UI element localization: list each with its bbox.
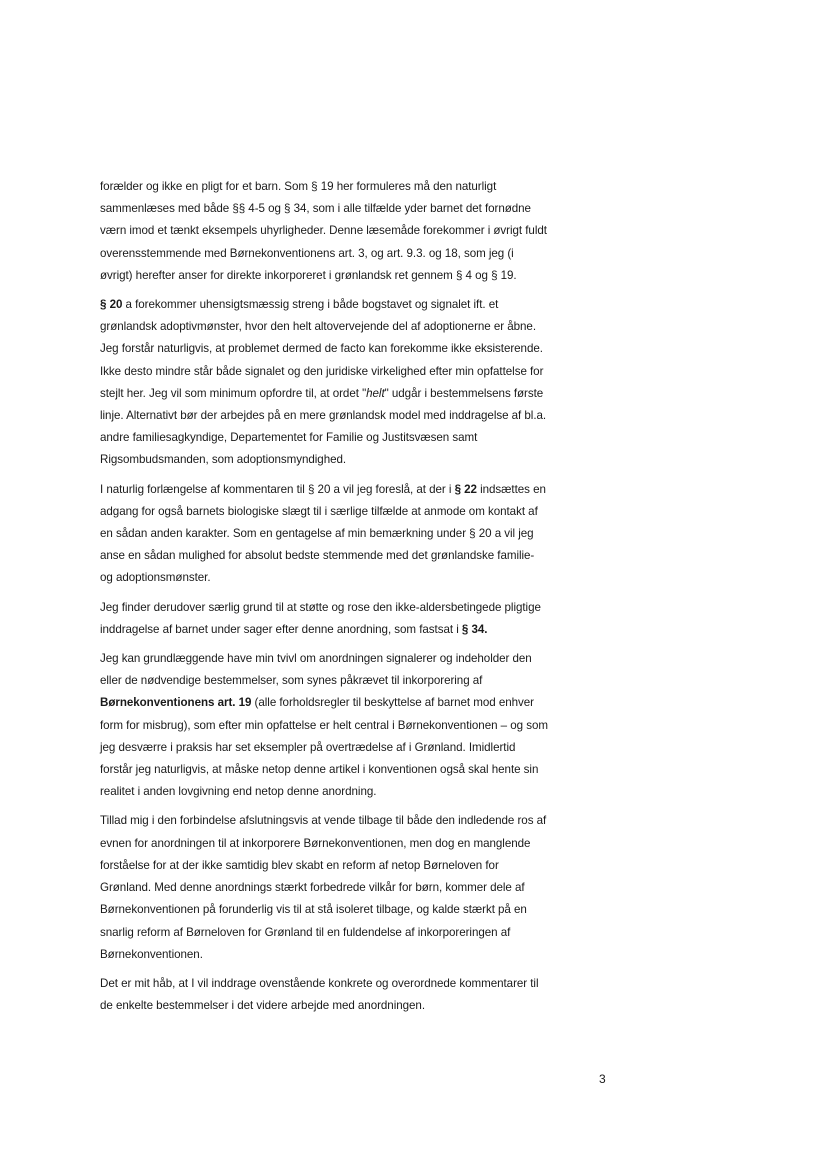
- text-segment: grønlandsk adoptivmønster, hvor den helt altovervejende del af adoptionerne er åbne.: [100, 320, 536, 334]
- text-segment: Tillad mig i den forbindelse afslutningsvis at vende tilbage til både den indledende ros af: [100, 814, 547, 828]
- text-line: [100, 715, 630, 737]
- text-line: [100, 619, 630, 641]
- text-line: [100, 294, 630, 316]
- bold-text: § 20: [100, 298, 123, 312]
- text-line: [100, 855, 630, 877]
- text-segment: linje. Alternativt bør der arbejdes på en mere grønlandsk model med inddragelse af bl.a.: [100, 409, 547, 423]
- bold-text: Børnekonventionens art. 19: [100, 696, 252, 710]
- text-line: [100, 523, 630, 545]
- text-line: [100, 759, 630, 781]
- text-line: [100, 781, 630, 803]
- text-line: [100, 243, 630, 265]
- text-segment: øvrigt) herefter anser for direkte inkorporeret i grønlandsk ret gennem § 4 og § 19.: [100, 268, 517, 282]
- text-segment: " udgår i bestemmelsens første: [384, 386, 544, 400]
- text-segment: form for misbrug), som efter min opfattelse er helt central i Børnekonventionen – og som: [100, 718, 548, 732]
- text-line: [100, 361, 630, 383]
- text-segment: inddragelse af barnet under sager efter denne anordning, som fastsat i: [100, 622, 462, 636]
- text-line: [100, 922, 630, 944]
- text-segment: forstår jeg naturligvis, at måske netop denne artikel i konventionen også skal hente sin: [100, 763, 539, 777]
- text-line: [100, 449, 630, 471]
- text-segment: overensstemmende med Børnekonventionens art. 3, og art. 9.3. og 18, som jeg (i: [100, 246, 514, 260]
- text-line: [100, 338, 630, 360]
- text-line: [100, 501, 630, 523]
- text-segment: anse en sådan mulighed for absolut bedste stemmende med det grønlandske familie-: [100, 549, 535, 563]
- text-segment: sammenlæses med både §§ 4-5 og § 34, som i alle tilfælde yder barnet det fornødne: [100, 202, 531, 216]
- text-segment: stejlt her. Jeg vil som minimum opfordre til, at ordet ": [100, 386, 367, 400]
- text-segment: a forekommer uhensigtsmæssig streng i både bogstavet og signalet ift. et: [122, 298, 499, 312]
- text-segment: snarlig reform af Børneloven for Grønland til en fuldendelse af inkorporeringen af: [100, 925, 511, 939]
- bold-text: § 22: [454, 482, 477, 496]
- text-line: [100, 877, 630, 899]
- text-segment: adgang for også barnets biologiske slægt til i særlige tilfælde at anmode om kontakt af: [100, 504, 538, 518]
- paragraph: [100, 810, 630, 965]
- text-segment: Ikke desto mindre står både signalet og den juridiske virkelighed efter min opfattelse for: [100, 364, 544, 378]
- text-line: [100, 427, 630, 449]
- text-segment: forståelse for at der ikke samtidig blev skabt en reform af netop Børneloven for: [100, 858, 499, 872]
- text-line: [100, 545, 630, 567]
- text-line: [100, 265, 630, 287]
- paragraph: [100, 597, 630, 641]
- text-line: [100, 383, 630, 405]
- text-line: [100, 973, 630, 995]
- text-segment: Jeg finder derudover særlig grund til at støtte og rose den ikke-aldersbetingede pligtige: [100, 600, 541, 614]
- page-number: 3: [599, 1072, 606, 1086]
- paragraph: [100, 973, 630, 1017]
- text-segment: værn imod et tænkt eksempels uhyrligheder. Denne læsemåde forekommer i øvrigt fuldt: [100, 224, 547, 238]
- text-segment: eller de nødvendige bestemmelser, som synes påkrævet til inkorporering af: [100, 674, 483, 688]
- text-segment: (alle forholdsregler til beskyttelse af barnet mod enhver: [251, 696, 534, 710]
- text-segment: jeg desværre i praksis har set eksempler på overtrædelse af i Grønland. Imidlertid: [100, 740, 516, 754]
- text-segment: forælder og ikke en pligt for et barn. Som § 19 her formuleres må den naturligt: [100, 180, 497, 193]
- text-segment: I naturlig forlængelse af kommentaren til § 20 a vil jeg foreslå, at der i: [100, 482, 455, 496]
- text-line: [100, 316, 630, 338]
- paragraph: [100, 479, 630, 590]
- text-segment: en sådan anden karakter. Som en gentagelse af min bemærkning under § 20 a vil jeg: [100, 527, 534, 541]
- text-line: [100, 648, 630, 670]
- paragraph: [100, 294, 630, 472]
- text-line: [100, 692, 630, 714]
- text-line: [100, 670, 630, 692]
- text-line: [100, 995, 630, 1017]
- paragraph: [100, 176, 630, 287]
- text-line: [100, 597, 630, 619]
- text-segment: Det er mit håb, at I vil inddrage ovenstående konkrete og overordnede kommentarer til: [100, 976, 539, 990]
- document-body: [100, 176, 630, 1024]
- text-line: [100, 405, 630, 427]
- text-segment: Børnekonventionen på forunderlig vis til at stå isoleret tilbage, og kalde stærkt på en: [100, 903, 527, 917]
- text-line: [100, 737, 630, 759]
- text-line: [100, 176, 630, 198]
- text-segment: de enkelte bestemmelser i det videre arbejde med anordningen.: [100, 999, 425, 1013]
- text-segment: realitet i anden lovgivning end netop denne anordning.: [100, 785, 377, 799]
- text-segment: indsættes en: [476, 482, 546, 496]
- text-line: [100, 810, 630, 832]
- text-line: [100, 220, 630, 242]
- text-segment: evnen for anordningen til at inkorporere Børnekonventionen, men dog en manglende: [100, 836, 531, 850]
- text-segment: Børnekonventionen.: [100, 947, 203, 961]
- text-segment: Rigsombudsmanden, som adoptionsmyndighed.: [100, 453, 347, 467]
- text-segment: og adoptionsmønster.: [100, 571, 211, 585]
- italic-text: helt: [366, 386, 385, 400]
- text-line: [100, 567, 630, 589]
- text-segment: andre familiesagkyndige, Departementet for Familie og Justitsvæsen samt: [100, 431, 478, 445]
- text-segment: Jeg forstår naturligvis, at problemet dermed de facto kan forekomme ikke eksisterende.: [100, 342, 543, 356]
- paragraph: [100, 648, 630, 803]
- text-line: [100, 899, 630, 921]
- text-segment: Jeg kan grundlæggende have min tvivl om anordningen signalerer og indeholder den: [100, 652, 532, 666]
- text-segment: Grønland. Med denne anordnings stærkt forbedrede vilkår for børn, kommer dele af: [100, 881, 525, 895]
- bold-text: § 34.: [461, 622, 488, 636]
- text-line: [100, 479, 630, 501]
- text-line: [100, 198, 630, 220]
- text-line: [100, 833, 630, 855]
- text-line: [100, 944, 630, 966]
